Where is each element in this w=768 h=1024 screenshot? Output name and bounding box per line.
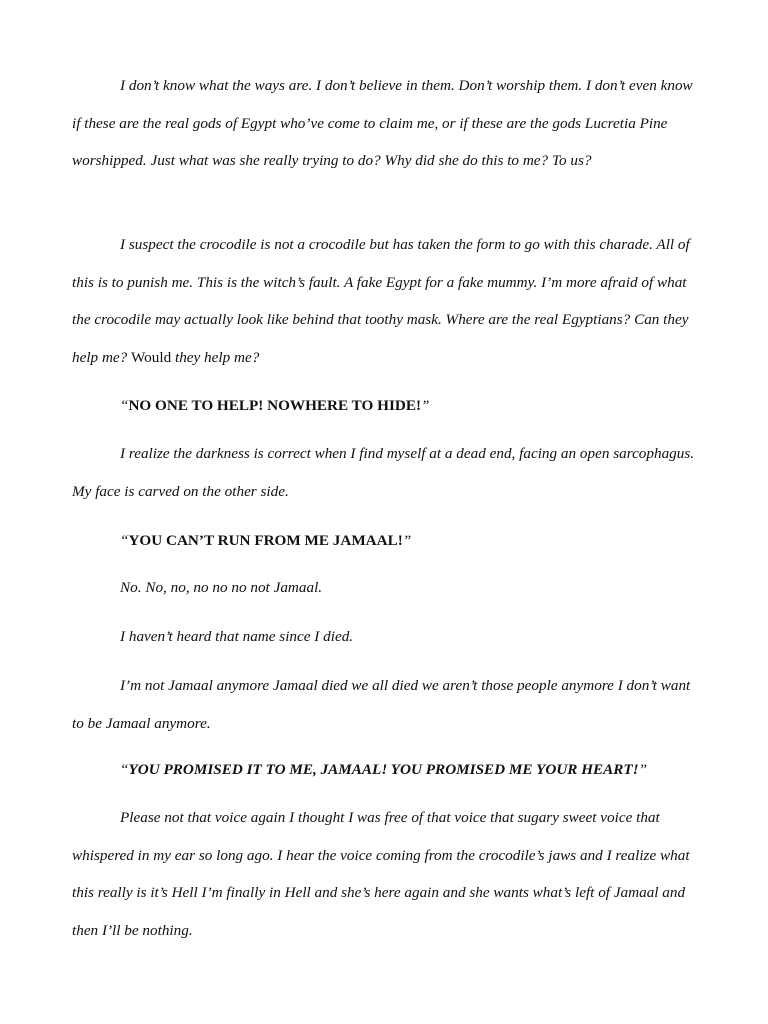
shout-cant-run: “YOU CAN’T RUN FROM ME JAMAAL!”	[120, 532, 412, 549]
paragraph-text: I’m not Jamaal anymore Jamaal died we all died we aren’t those people anymore I don’t want to be Jamaal anymore.	[72, 677, 691, 732]
paragraph-text: I haven’t heard that name since I died.	[120, 628, 354, 645]
paragraph-text: I don’t know what the ways are. I don’t believe in them. Don’t worship them. I don’t even know if these are the real gods of Egypt who’ve come to claim me, or if these are the gods Lucretia Pine worshipped. Just what was she really trying to do? Why did she do this to me? To us?	[72, 77, 693, 169]
paragraph-crocodile	[72, 226, 700, 376]
shout-text: YOU PROMISED IT TO ME, JAMAAL! YOU PROMISED ME YOUR HEART!	[128, 761, 639, 778]
paragraph-that-voice	[72, 799, 700, 949]
paragraph-since-i-died	[72, 618, 700, 656]
shout-no-one-to-help: “NO ONE TO HELP! NOWHERE TO HIDE!”	[120, 397, 430, 414]
paragraph-text: I suspect the crocodile is not a crocodile but has taken the form to go with this charade. All of this is to punish me. This is the witch’s fault. A fake Egypt for a fake mummy. I’m more afraid of what the crocodile may actually look like behind that toothy mask. Where are the real Egyptians? Can they help me?	[72, 236, 690, 366]
shout-promised-heart: “YOU PROMISED IT TO ME, JAMAAL! YOU PROMISED ME YOUR HEART!”	[120, 761, 648, 778]
paragraph-text: they help me?	[174, 348, 260, 366]
paragraph-text: Please not that voice again I thought I was free of that voice that sugary sweet voice that whispered in my ear so long ago. I hear the voice coming from the crocodile’s jaws and I realize what this really is it’s Hell I’m finally in Hell and she’s here again and she wants what’s left of Jamaal and then I’ll be nothing.	[72, 809, 690, 939]
paragraph-not-jamaal-anymore	[72, 667, 700, 742]
shout-text: YOU CAN’T RUN FROM ME JAMAAL!	[128, 532, 403, 549]
paragraph-gods-of-egypt	[72, 67, 700, 180]
paragraph-text: No. No, no, no no no not Jamaal.	[120, 579, 323, 596]
paragraph-sarcophagus	[72, 435, 700, 510]
paragraph-text: I realize the darkness is correct when I find myself at a dead end, facing an open sarcophagus. My face is carved on the other side.	[72, 445, 695, 500]
emphasis-would: Would	[131, 348, 172, 366]
shout-text: NO ONE TO HELP! NOWHERE TO HIDE!	[128, 397, 422, 414]
paragraph-not-jamaal	[72, 569, 700, 607]
